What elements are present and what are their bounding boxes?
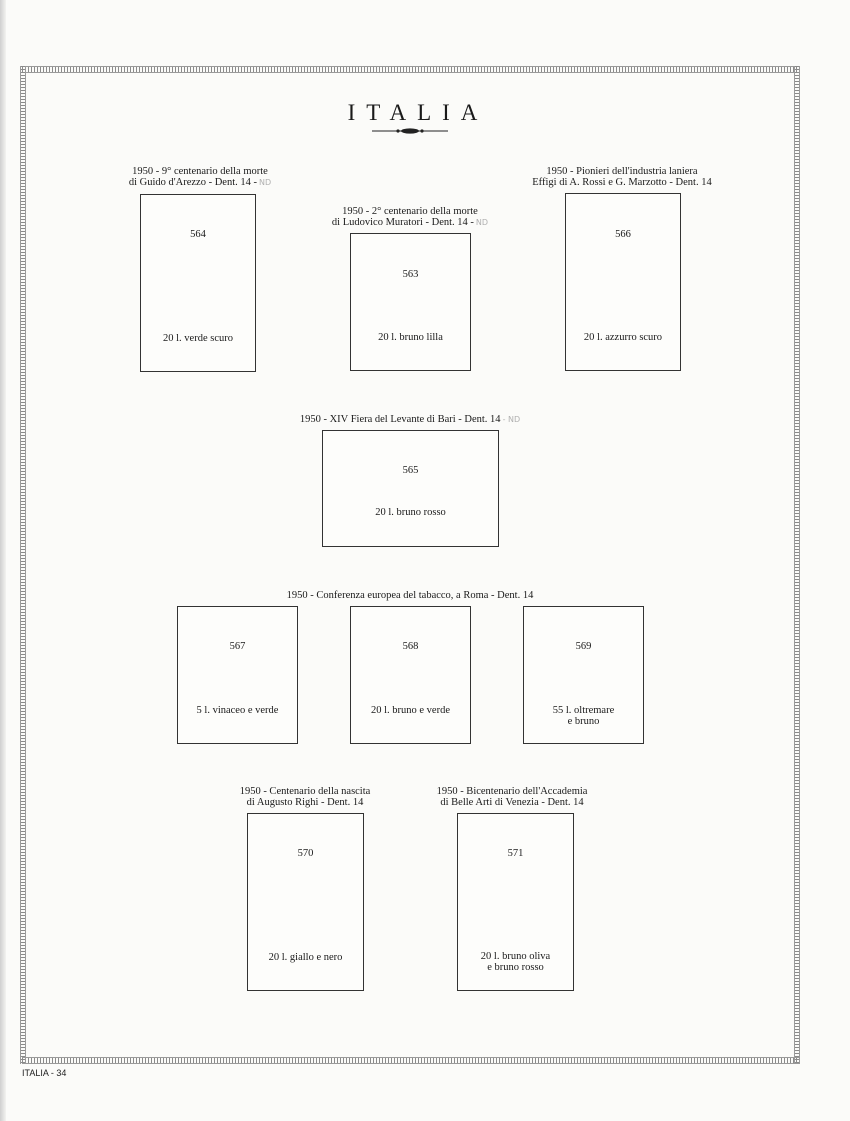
title-ornament-icon [372, 126, 448, 136]
stamp-mount-569[interactable] [523, 606, 644, 744]
caption-line: di Belle Arti di Venezia - Dent. 14 [440, 797, 584, 808]
stamp-number: 570 [297, 848, 314, 859]
caption-line: di Guido d'Arezzo - Dent. 14 - ND [128, 177, 272, 188]
stamp-description: 20 l. bruno oliva e bruno rosso [480, 951, 551, 973]
handwritten-note: ND [475, 218, 489, 227]
caption-line: 1950 - Centenario della nascita [239, 786, 371, 797]
handwritten-note: - ND [502, 415, 521, 424]
stamp-number: 563 [402, 269, 419, 280]
issue-caption [280, 414, 540, 425]
issue-caption [412, 786, 612, 808]
stamp-description: 20 l. verde scuro [163, 333, 233, 344]
stamp-description: 5 l. vinaceo e verde [196, 705, 279, 716]
issue-caption [310, 206, 510, 228]
frame-top-border [22, 66, 800, 73]
page-edge-shadow [0, 0, 6, 1121]
stamp-mount-571[interactable] [457, 813, 574, 991]
stamp-description: 20 l. bruno e verde [370, 705, 451, 716]
page-title: ITALIA [347, 100, 489, 125]
stamp-number: 565 [402, 465, 419, 476]
stamp-mount-564[interactable] [140, 194, 256, 372]
caption-line: 1950 - Pionieri dell'industria laniera [546, 166, 698, 177]
caption-line: 1950 - XIV Fiera del Levante di Bari - Dent. 14 - ND [299, 414, 521, 425]
stamp-description: 20 l. giallo e nero [268, 952, 343, 963]
stamp-number: 566 [615, 229, 631, 240]
stamp-description: 20 l. bruno rosso [375, 507, 446, 518]
issue-caption [522, 166, 722, 188]
caption-line: Effigi di A. Rossi e G. Marzotto - Dent. 14 [532, 177, 712, 188]
stamp-mount-568[interactable] [350, 606, 471, 744]
issue-caption [100, 166, 300, 188]
stamp-number: 569 [575, 641, 592, 652]
issue-caption [250, 590, 570, 601]
stamp-description: 20 l. azzurro scuro [583, 332, 663, 343]
stamp-mount-566[interactable] [565, 193, 681, 371]
caption-line: 1950 - Conferenza europea del tabacco, a Roma - Dent. 14 [286, 590, 534, 601]
frame-right-border [794, 66, 800, 1064]
stamp-description: 55 l. oltremare e bruno [552, 705, 615, 727]
frame-left-border [20, 66, 26, 1064]
caption-line: di Ludovico Muratori - Dent. 14 - ND [331, 217, 489, 228]
caption-line: 1950 - Bicentenario dell'Accademia [436, 786, 588, 797]
stamp-number: 564 [190, 229, 206, 240]
caption-line: 1950 - 9° centenario della morte [132, 166, 268, 177]
stamp-number: 568 [402, 641, 419, 652]
caption-line: di Augusto Righi - Dent. 14 [246, 797, 364, 808]
issue-caption [205, 786, 405, 808]
stamp-mount-570[interactable] [247, 813, 364, 991]
stamp-mount-563[interactable] [350, 233, 471, 371]
frame-bottom-border [22, 1057, 800, 1064]
stamp-number: 571 [507, 848, 524, 859]
page-footer: ITALIA - 34 [22, 1068, 67, 1078]
stamp-description: 20 l. bruno lilla [378, 332, 443, 343]
handwritten-note: ND [259, 178, 272, 187]
stamp-number: 567 [229, 641, 246, 652]
stamp-mount-567[interactable] [177, 606, 298, 744]
stamp-mount-565[interactable] [322, 430, 499, 547]
caption-line: 1950 - 2° centenario della morte [342, 206, 478, 217]
